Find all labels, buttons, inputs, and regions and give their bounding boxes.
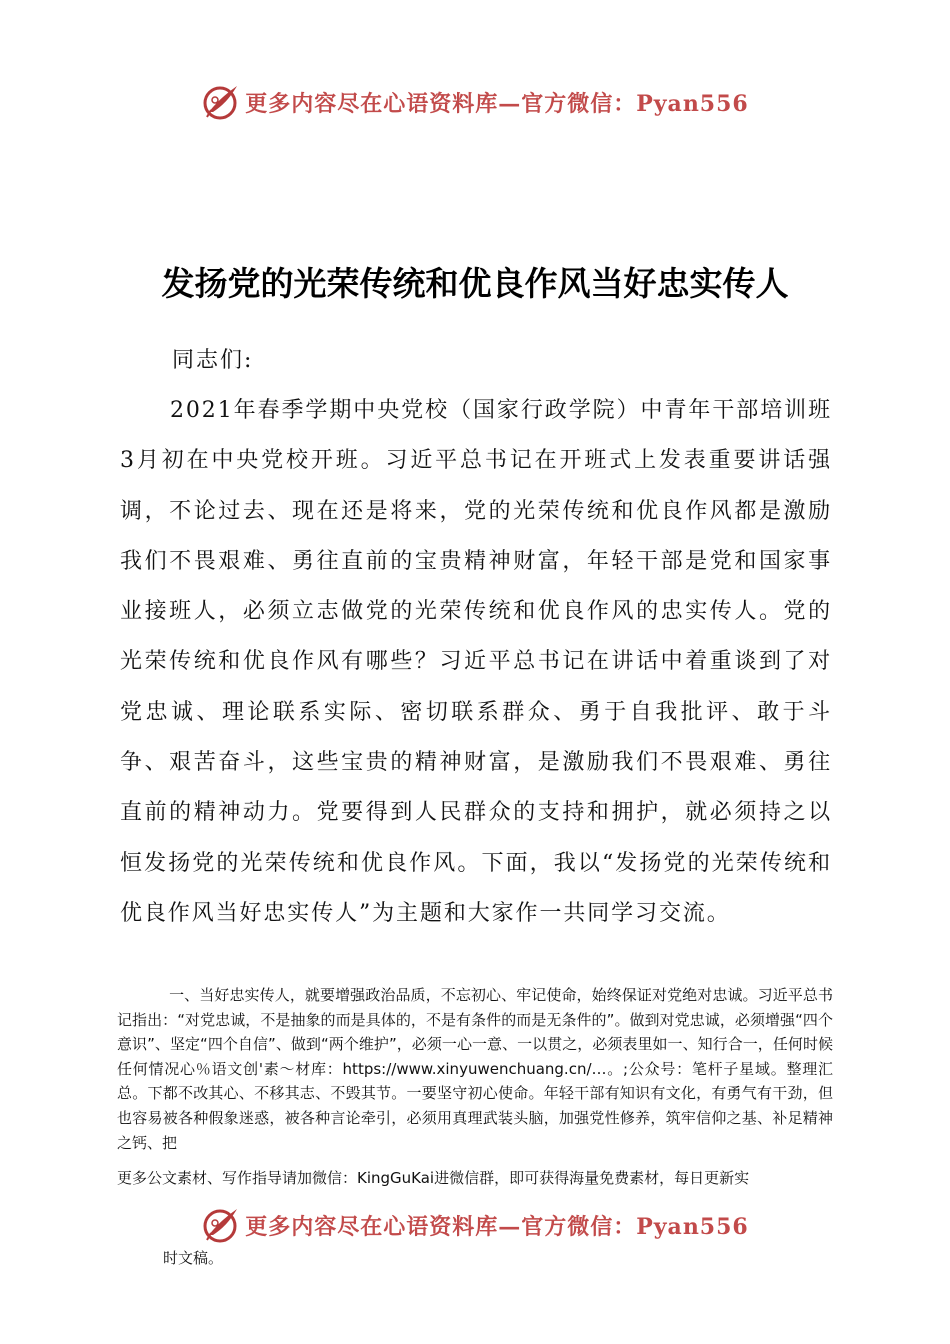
footer-banner-text: 更多内容尽在心语资料库—官方微信：Pyan556: [245, 1213, 749, 1240]
quill-logo-icon: [201, 1205, 241, 1245]
section-paragraph: [117, 983, 833, 1155]
document-title: 发扬党的光荣传统和优良作风当好忠实传人: [161, 264, 789, 303]
header-banner-text: 更多内容尽在心语资料库—官方微信：Pyan556: [245, 90, 749, 117]
footer-watermark-banner: [0, 1203, 950, 1247]
intro-paragraph-text: 2021年春季学期中央党校（国家行政学院）中青年干部培训班3月初在中央党校开班。习近平总书记在开班式上发表重要讲话强调，不论过去、现在还是将来，党的光荣传统和优良作风都是激励我们不畏艰难、勇往直前的宝贵精神财富，年轻干部是党和国家事业接班人，必须立志做党的光荣传统和优良作风的忠实传人。党的光荣传统和优良作风有哪些？习近平总书记在讲话中着重谈到了对党忠诚、理论联系实际、密切联系群众、勇于自我批评、敢于斗争、艰苦奋斗，这些宝贵的精神财富，是激励我们不畏艰难、勇往直前的精神动力。党要得到人民群众的支持和拥护，就必须持之以恒发扬党的光荣传统和优良作风。下面，我以“发扬党的光荣传统和优良作风当好忠实传人”为主题和大家作一共同学习交流。: [120, 398, 832, 926]
header-watermark-banner: [0, 80, 950, 124]
promo-line: 更多公文素材、写作指导请加微信：KingGuKai进微信群，即可获得海量免费素材，每日更新实: [117, 1169, 750, 1187]
section-paragraph-text: 一、当好忠实传人，就要增强政治品质，不忘初心、牢记使命，始终保证对党绝对忠诚。习近平总书记指出：“对党忠诚，不是抽象的而是具体的，不是有条件的而是无条件的”。做到对党忠诚，必须增强“四个意识”、坚定“四个自信”、做到“两个维护”，必须一心一意、一以贯之，必须表里如一、知行合一，任何时候任何情况心％语文创'素～材库：https://www.xinyuwenchuang.cn/…。;公众号：笔杆子星域。整理汇总。下都不改其心、不移其志、不毁其节。一要坚守初心使命。年轻干部有知识有文化，有勇气有干劲，但也容易被各种假象迷惑，被各种言论牵引，必须用真理武装头脑，加强党性修养，筑牢信仰之基、补足精神之钙、把: [117, 986, 833, 1152]
tail-line: 时文稿。: [163, 1249, 224, 1267]
intro-paragraph: [120, 386, 832, 939]
quill-logo-icon: [201, 82, 241, 122]
greeting: 同志们:: [172, 348, 254, 373]
